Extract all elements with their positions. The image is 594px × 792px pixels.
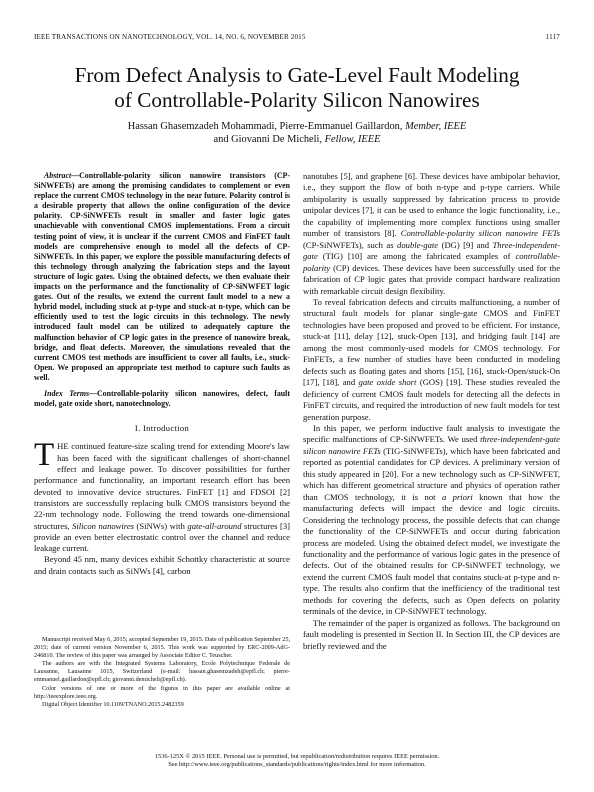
abstract-text: —Controllable-polarity silicon nanowire transistors (CP-SiNWFETs) are among the promising candidates to complement or even replace the current CMOS technology in the near future. Polarity control is a desirable property that allows the online configuration of the device polarity. CP-SiNWFETs result in smaller and faster logic gates unachievable with conventional CMOS implementations. From a circuit testing point of view, it is unclear if the current CMOS and FinFET fault models are comprehensive enough to model all the defects of CP-SiNWFETs. In this paper, we explore the possible manufacturing defects of this technology through analyzing the fabrication steps and the layout structure of logic gates. Using the obtained defects, we then evaluate their impacts on the performance and the functionality of CP-SiNWFET logic gates. Out of the results, we extend the current fault model to a new a hybrid model, including stuck at p-type and stuck-at n-type, which can be efficiently used to test the logic circuits in this technology. The newly introduced fault model can be utilized to adequately capture the malfunction behavior of CP logic gates in the presence of nanowire break, bridge, and float defects. Moreover, the simulations revealed that the current CMOS test methods are insufficient to cover all faults, i.e., stuck-Open. We proposed an appropriate test method to capture such faults as well. (34, 171, 290, 382)
index-terms (34, 389, 290, 409)
journal-name: IEEE TRANSACTIONS ON NANOTECHNOLOGY, VOL. 14, NO. 6, NOVEMBER 2015 (34, 33, 306, 41)
index-terms-text: —Controllable-polarity silicon nanowires, defect, fault model, gate oxide short, nanotechnology. (34, 388, 290, 409)
footnote-doi: Digital Object Identifier 10.1109/TNANO.2015.2482359 (42, 700, 184, 708)
right-paragraph-2: To reveal fabrication defects and circuits malfunctioning, a number of structural fault models for planar single-gate CMOS and FinFET technologies have been proposed and proved to be efficient. For instance, stuck-at [11], delay [12], stuck-Open [13], and bridging fault [14] are among the most commonly-used models for CMOS technology. For FinFETs, a few number of studies have been conducted in modeling defects such as floating gates and shorts [15], [16], stuck-Open/stuck-On [17], [18], and gate oxide short (GOS) [19]. These studies revealed the deficiency of current CMOS fault models for detecting all the defects in FinFET circuits, and required the introduction of new fault models for test generation purpose. (303, 296, 561, 422)
running-header (34, 33, 560, 45)
permissions-link[interactable]: See http://www.ieee.org/publications_standards/publications/rights/index.html for more information. (168, 761, 426, 769)
author-names-2: and Giovanni De Micheli, (213, 134, 323, 146)
author-role-2: Fellow, IEEE (324, 134, 381, 146)
intro-paragraph-2: Beyond 45 nm, many devices exhibit Schottky characteristic at source and drain contacts such as SiNWs [4], carbon (34, 554, 290, 576)
left-column (34, 171, 290, 577)
author-names-1: Hassan Ghasemzadeh Mohammadi, Pierre-Emmanuel Gaillardon, (127, 121, 403, 132)
footnote-color: Color versions of one or more of the figures in this paper are available online at http://ieeexplore.ieee.org. (34, 684, 290, 700)
footnote-manuscript: Manuscript received May 6, 2015; accepted September 19, 2015. Date of publication September 25, 2015; date of current version November 6, 2015. This work was supported by ERC-2009-AdG-246810. The review of this paper was arranged by Associate Editor C. Teuscher. (34, 636, 290, 660)
right-paragraph-4: The remainder of the paper is organized as follows. The background on fault modeling is presented in Section II. In Section III, the CP devices are briefly reviewed and the (303, 617, 560, 651)
right-paragraph-3: In this paper, we perform inductive fault analysis to investigate the specific malfunctions of CP-SiNWFETs. We used three-independent-gate silicon nanowire FETs (TIG-SiNWFETs), which have been fabricated and reported as potential candidates for CP devices. A preliminary version of this study appeared in [20]. For a new technology such as CP-SiNWFET, which has different geometrical structure and physics of operation rather than CMOS technology, it is not a priori known that how the manufacturing defects will impact the device and logic circuits. Considering the technology process, the possible defects that can change the functionality of the CP-SiNWFETs and occur during fabrication process are modeled. Using the obtained defect model, we investigate the functionality and the performance of various logic gates in the presence of defects. Out of the obtained results for CP-SiNWFET technology, we extend the current CMOS fault model that contains stuck-at p-type and n-type. The results also confirm that the inefficiency of the traditional test methods for covering the defects, such as Open defects on polarity terminals of the device, in CP-SiNWFET technology. (303, 422, 560, 617)
drop-cap: T (34, 437, 55, 474)
abstract-label: Abstract (44, 171, 72, 180)
author-list (40, 120, 554, 146)
section-heading-introduction: I. Introduction (134, 423, 190, 434)
right-paragraph-1: nanotubes [5], and graphene [6]. These devices have ambipolar behavior, i.e., they support the flow of both n-type and p-type carriers. While ambipolarity is usually suppressed by fabrication process to provide unipolar devices [7], it can be used to enhance the logic functionality, i.e., the capability of implementing more complex functions using smaller number of transistors [8]. Controllable-polarity silicon nanowire FETs (CP-SiNWFETs), such as double-gate (DG) [9] and Three-independent-gate (TIG) [10] are among the fabricated examples of controllable-polarity (CP) devices. These devices have been successfully used for the fabrication of CP logic gates that provide compact hardware realization with remarkable circuit design flexibility. (303, 171, 561, 296)
footnotes (34, 636, 290, 709)
footnote-affiliation: The authors are with the Integrated Systems Laboratory, Ecole Polytechnique Federale de Lausanne, Lausanne 1015, Switzerland (e-mail: hassan.ghasemzadeh@epfl.ch; pierre-emmanuel.gaillardon@epfl.ch; giovanni.demicheli@epfl.ch). (34, 660, 290, 684)
paper-title (20, 63, 574, 113)
copyright-line: 1536-125X © 2015 IEEE. Personal use is permitted, but republication/redistribution requires IEEE permission. (154, 753, 440, 760)
right-column (303, 171, 560, 652)
abstract (34, 171, 290, 383)
index-terms-label: Index Terms (44, 388, 90, 398)
title-line-1: From Defect Analysis to Gate-Level Fault Modeling (74, 63, 520, 87)
intro-paragraph-1: THE continued feature-size scaling trend for extending Moore's law has been faced with the significant challenges of short-channel effect and leakage power. To discover possibilities for further performance and functionality, an important research effort has been devoted to innovative device structures. FinFET [1] and FDSOI [2] transistors are successfully replacing bulk CMOS transistors beyond the 22-nm technology node. Following the trend towards one-dimensional structures, Silicon nanowires (SiNWs) with gate-all-around structures [3] provide an even better electrostatic control over the channel and reduce leakage current. (34, 437, 290, 554)
author-role-1: Member, IEEE (405, 121, 467, 132)
copyright-footer (34, 753, 560, 770)
title-line-2: of Controllable-Polarity Silicon Nanowires (114, 88, 480, 112)
page-number: 1117 (545, 33, 560, 41)
